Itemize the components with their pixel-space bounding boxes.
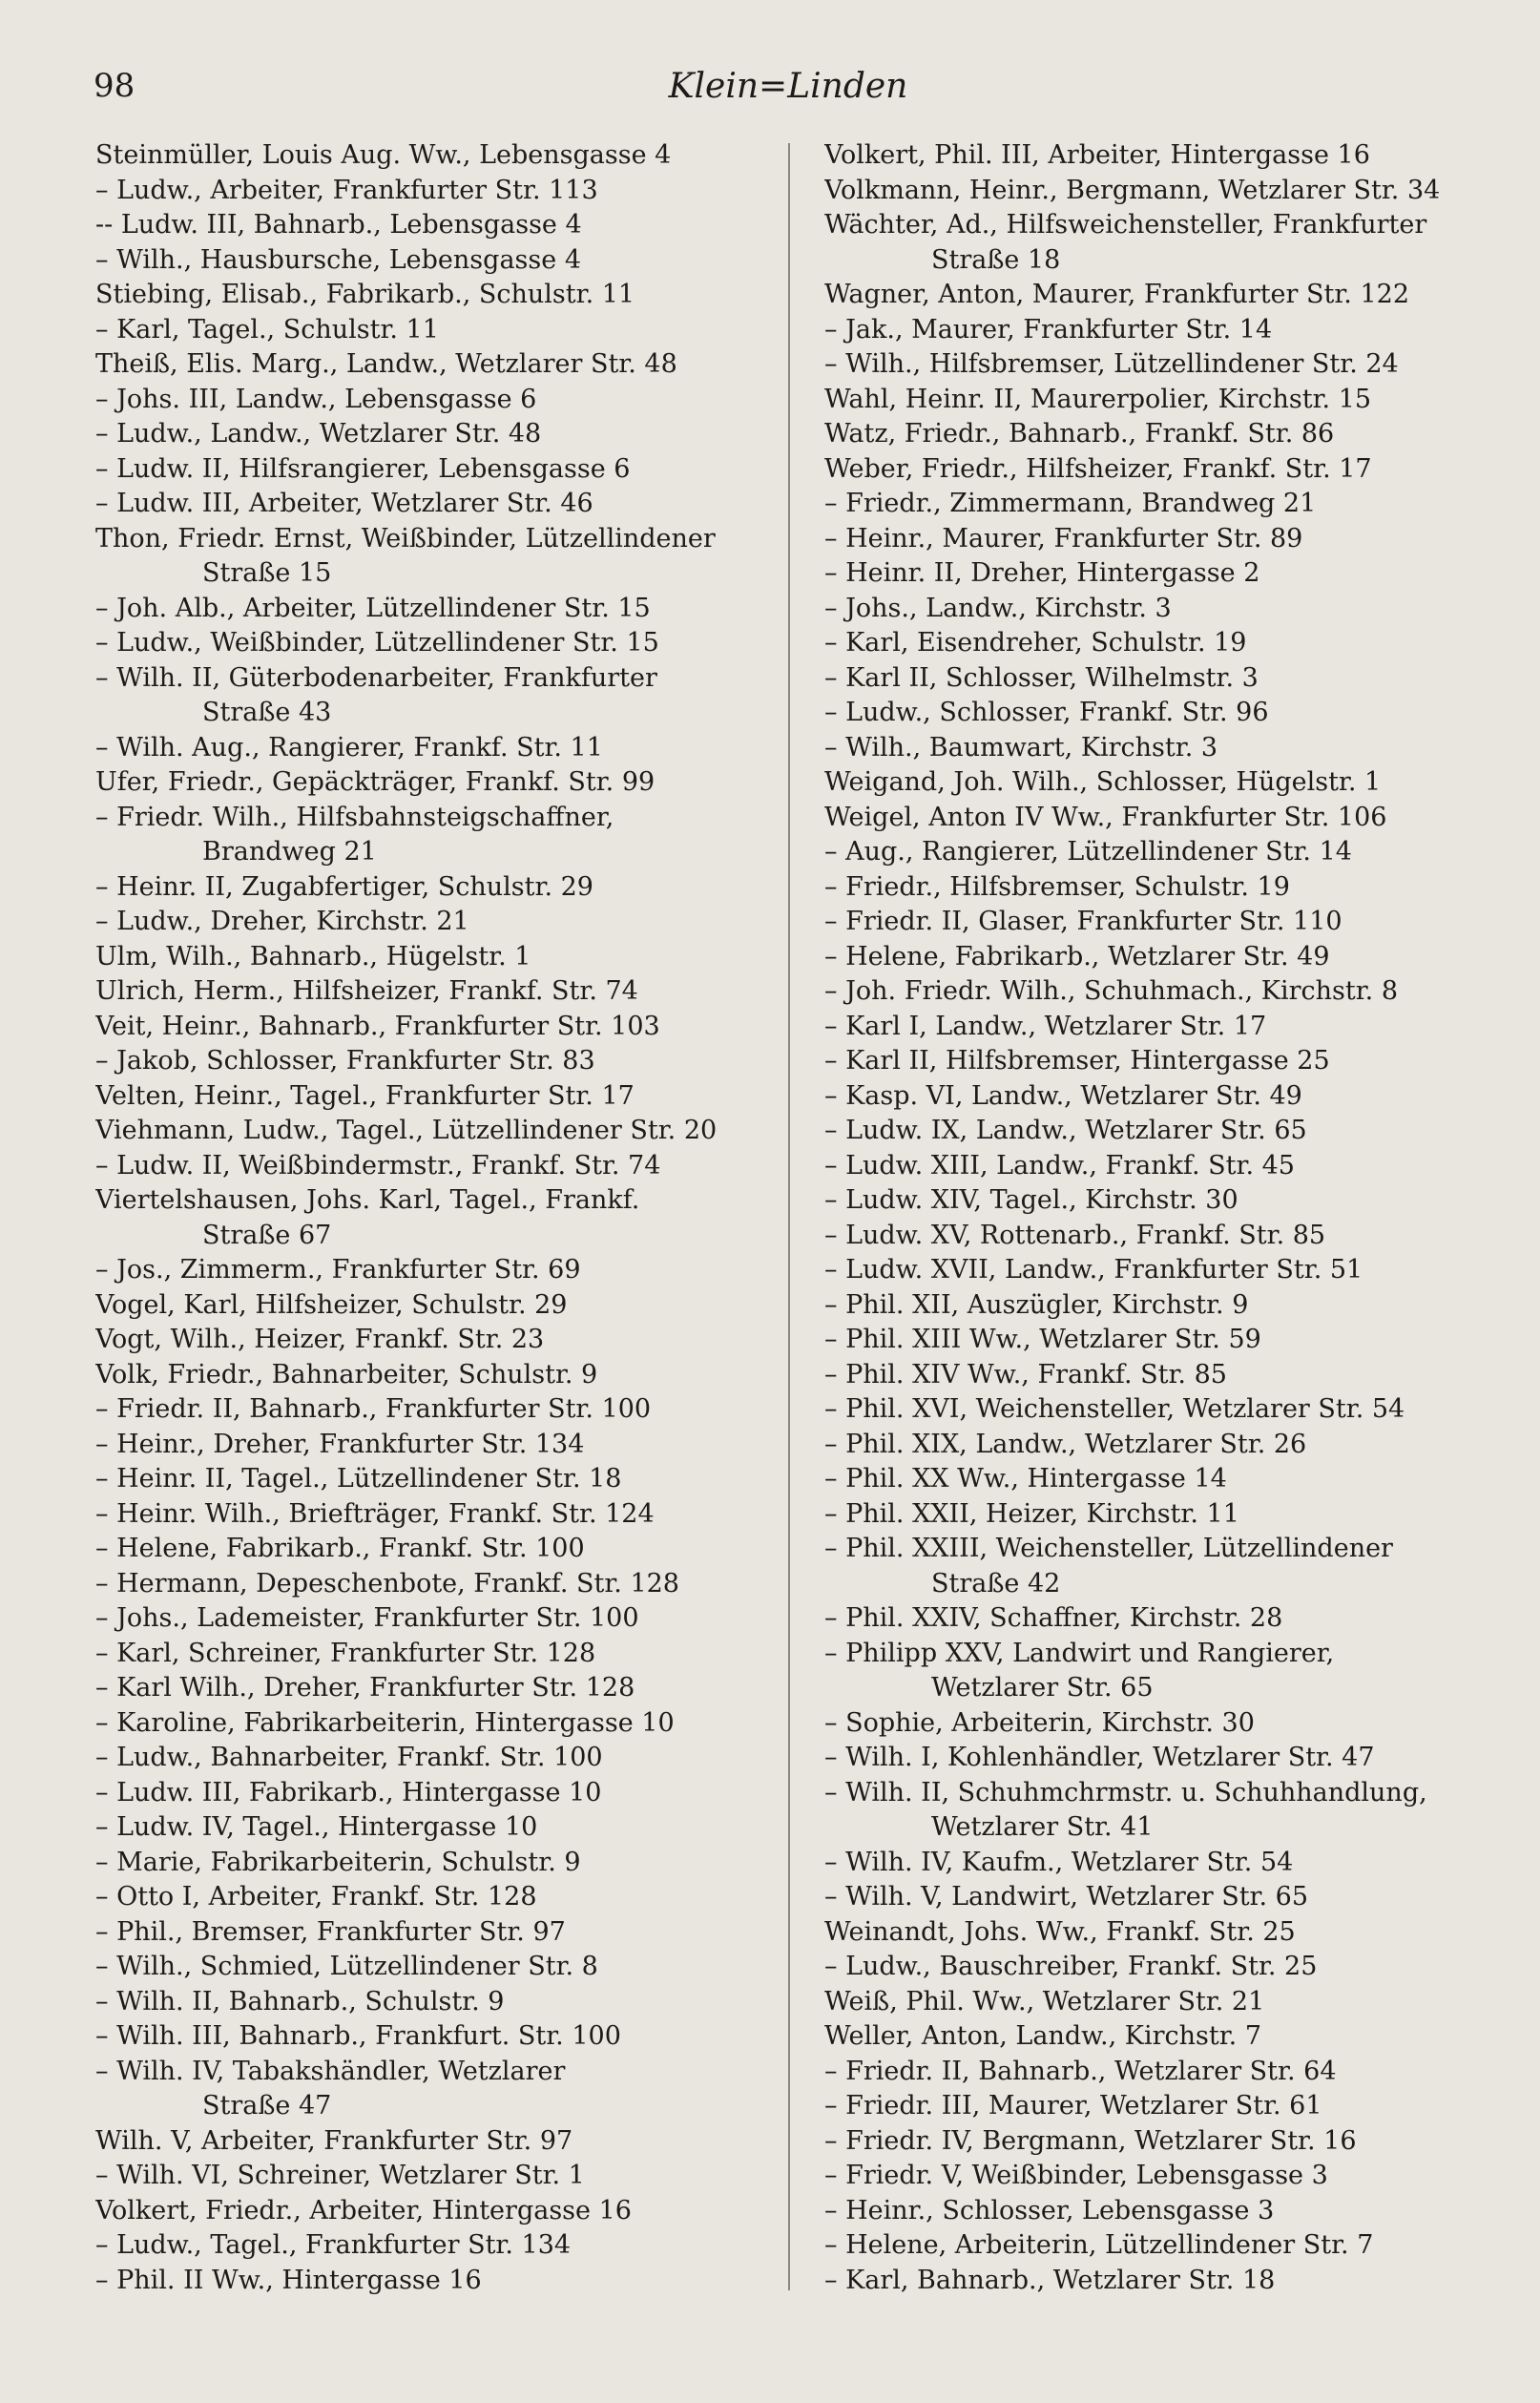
directory-entry: Weigand, Joh. Wilh., Schlosser, Hügelstr. 1	[824, 767, 1382, 797]
directory-entry: Weiß, Phil. Ww., Wetzlarer Str. 21	[824, 1986, 1265, 2016]
directory-entry: – Friedr., Zimmermann, Brandweg 21	[824, 489, 1317, 518]
directory-entry: Weller, Anton, Landw., Kirchstr. 7	[824, 2021, 1261, 2051]
directory-entry: Straße 42	[931, 1568, 1061, 1599]
directory-entry: Theiß, Elis. Marg., Landw., Wetzlarer Str. 48	[95, 349, 677, 379]
directory-entry: -- Ludw. III, Bahnarb., Lebensgasse 4	[95, 210, 582, 240]
directory-entry: – Friedr. III, Maurer, Wetzlarer Str. 61	[824, 2091, 1322, 2121]
directory-entry: – Wilh. Aug., Rangierer, Frankf. Str. 11	[95, 732, 603, 763]
directory-entry: Steinmüller, Louis Aug. Ww., Lebensgasse 4	[95, 140, 672, 170]
directory-entry: Veit, Heinr., Bahnarb., Frankfurter Str. 103	[95, 1011, 660, 1041]
directory-entry: – Wilh., Hausbursche, Lebensgasse 4	[95, 244, 581, 275]
directory-entry: – Joh. Alb., Arbeiter, Lützellindener Str. 15	[95, 593, 651, 623]
directory-entry: – Ludw., Arbeiter, Frankfurter Str. 113	[95, 175, 598, 205]
directory-entry: – Johs., Lademeister, Frankfurter Str. 100	[95, 1603, 639, 1633]
directory-entry: – Phil. XX Ww., Hintergasse 14	[824, 1464, 1227, 1494]
directory-entry: – Phil. XXII, Heizer, Kirchstr. 11	[824, 1498, 1239, 1529]
directory-entry: – Jakob, Schlosser, Frankfurter Str. 83	[95, 1046, 595, 1076]
right-column	[824, 138, 1526, 2298]
directory-entry: – Kasp. VI, Landw., Wetzlarer Str. 49	[824, 1080, 1302, 1111]
directory-entry: – Johs., Landw., Kirchstr. 3	[824, 593, 1172, 623]
directory-entry: – Jos., Zimmerm., Frankfurter Str. 69	[95, 1255, 581, 1285]
directory-entry: Ufer, Friedr., Gepäckträger, Frankf. Str. 99	[95, 767, 656, 797]
directory-entry: Wagner, Anton, Maurer, Frankfurter Str. 122	[824, 280, 1410, 309]
directory-entry: – Marie, Fabrikarbeiterin, Schulstr. 9	[95, 1847, 581, 1877]
directory-entry: – Phil. XVI, Weichensteller, Wetzlarer Str. 54	[824, 1394, 1405, 1424]
directory-entry: – Karl I, Landw., Wetzlarer Str. 17	[824, 1011, 1267, 1041]
directory-entry: – Phil. XIX, Landw., Wetzlarer Str. 26	[824, 1429, 1307, 1459]
directory-entry: – Ludw., Bauschreiber, Frankf. Str. 25	[824, 1952, 1318, 1981]
directory-entry: – Hermann, Depeschenbote, Frankf. Str. 128	[95, 1568, 679, 1599]
directory-entry: Straße 67	[202, 1220, 332, 1250]
directory-entry: Straße 18	[931, 244, 1061, 275]
directory-entry: – Otto I, Arbeiter, Frankf. Str. 128	[95, 1882, 537, 1912]
directory-entry: – Ludw., Landw., Wetzlarer Str. 48	[95, 419, 542, 449]
directory-entry: – Karl, Tagel., Schulstr. 11	[95, 314, 439, 345]
directory-entry: Thon, Friedr. Ernst, Weißbinder, Lützellindener	[95, 523, 716, 554]
left-column	[95, 138, 797, 2298]
directory-entry: Weinandt, Johs. Ww., Frankf. Str. 25	[824, 1916, 1296, 1947]
directory-entry: – Helene, Fabrikarb., Frankf. Str. 100	[95, 1534, 585, 1563]
directory-entry: – Wilh. III, Bahnarb., Frankfurt. Str. 100	[95, 2021, 621, 2051]
directory-entry: – Friedr. V, Weißbinder, Lebensgasse 3	[824, 2161, 1328, 2190]
directory-entry: – Karl, Schreiner, Frankfurter Str. 128	[95, 1638, 596, 1668]
directory-entry: Straße 47	[202, 2091, 332, 2121]
directory-entry: – Ludw. II, Hilfsrangierer, Lebensgasse 6	[95, 453, 631, 484]
directory-entry: – Sophie, Arbeiterin, Kirchstr. 30	[824, 1707, 1255, 1738]
directory-entry: – Wilh., Baumwart, Kirchstr. 3	[824, 732, 1218, 763]
directory-entry: – Wilh. VI, Schreiner, Wetzlarer Str. 1	[95, 2161, 585, 2190]
directory-entry: – Ludw. III, Arbeiter, Wetzlarer Str. 46	[95, 489, 593, 518]
directory-entry: – Phil. XXIII, Weichensteller, Lützellindener	[824, 1534, 1393, 1563]
directory-entry: – Heinr., Maurer, Frankfurter Str. 89	[824, 523, 1303, 554]
directory-entry: – Joh. Friedr. Wilh., Schuhmach., Kirchstr. 8	[824, 976, 1399, 1006]
directory-entry: Straße 15	[202, 558, 332, 588]
directory-entry: Vogt, Wilh., Heizer, Frankf. Str. 23	[95, 1325, 545, 1354]
directory-entry: – Heinr. II, Tagel., Lützellindener Str. 18	[95, 1464, 622, 1494]
directory-entry: – Ludw., Schlosser, Frankf. Str. 96	[824, 698, 1269, 727]
directory-entry: Stiebing, Elisab., Fabrikarb., Schulstr. 11	[95, 280, 635, 309]
directory-entry: – Wilh. II, Güterbodenarbeiter, Frankfurter	[95, 662, 657, 693]
directory-entry: Weber, Friedr., Hilfsheizer, Frankf. Str. 17	[824, 453, 1372, 484]
directory-entry: – Karl, Bahnarb., Wetzlarer Str. 18	[824, 2265, 1276, 2295]
directory-entry: – Wilh. IV, Kaufm., Wetzlarer Str. 54	[824, 1847, 1294, 1877]
directory-entry: – Ludw. XIV, Tagel., Kirchstr. 30	[824, 1185, 1238, 1215]
directory-entry: – Wilh. II, Schuhmchrmstr. u. Schuhhandlung,	[824, 1777, 1427, 1807]
directory-entry: Ulm, Wilh., Bahnarb., Hügelstr. 1	[95, 941, 531, 972]
directory-entry: – Friedr. IV, Bergmann, Wetzlarer Str. 16	[824, 2125, 1357, 2156]
directory-entry: Volk, Friedr., Bahnarbeiter, Schulstr. 9	[95, 1359, 598, 1390]
directory-entry: Volkmann, Heinr., Bergmann, Wetzlarer Str. 34	[824, 175, 1441, 205]
directory-entry: – Ludw. IX, Landw., Wetzlarer Str. 65	[824, 1116, 1307, 1145]
directory-entry: – Ludw. XIII, Landw., Frankf. Str. 45	[824, 1150, 1295, 1181]
directory-entry: Ulrich, Herm., Hilfsheizer, Frankf. Str. 74	[95, 976, 638, 1006]
directory-entry: – Friedr. II, Bahnarb., Wetzlarer Str. 64	[824, 2056, 1337, 2086]
directory-entry: – Helene, Fabrikarb., Wetzlarer Str. 49	[824, 941, 1330, 972]
directory-entry: – Wilh. IV, Tabakshändler, Wetzlarer	[95, 2056, 566, 2086]
directory-entry: – Phil. XXIV, Schaffner, Kirchstr. 28	[824, 1603, 1283, 1633]
directory-entry: – Friedr. Wilh., Hilfsbahnsteigschaffner,	[95, 802, 614, 832]
directory-entry: Viertelshausen, Johs. Karl, Tagel., Frankf.	[95, 1185, 640, 1215]
directory-entry: – Phil., Bremser, Frankfurter Str. 97	[95, 1916, 566, 1947]
directory-entry: – Heinr. Wilh., Briefträger, Frankf. Str. 124	[95, 1498, 655, 1529]
directory-entry: Volkert, Friedr., Arbeiter, Hintergasse 16	[95, 2195, 632, 2225]
directory-entry: Velten, Heinr., Tagel., Frankfurter Str. 17	[95, 1080, 635, 1111]
directory-entry: – Heinr., Schlosser, Lebensgasse 3	[824, 2195, 1275, 2225]
directory-entry: Watz, Friedr., Bahnarb., Frankf. Str. 86	[824, 419, 1335, 449]
directory-entry: – Karl Wilh., Dreher, Frankfurter Str. 128	[95, 1673, 635, 1703]
directory-entry: – Heinr. II, Dreher, Hintergasse 2	[824, 558, 1260, 588]
page-title: Klein=Linden	[668, 67, 908, 106]
directory-entry: – Ludw., Bahnarbeiter, Frankf. Str. 100	[95, 1743, 603, 1772]
directory-entry: – Ludw. XV, Rottenarb., Frankf. Str. 85	[824, 1220, 1326, 1250]
directory-entry: Wahl, Heinr. II, Maurerpolier, Kirchstr. 15	[824, 384, 1372, 414]
directory-entry: – Karl II, Hilfsbremser, Hintergasse 25	[824, 1046, 1330, 1076]
directory-entry: – Helene, Arbeiterin, Lützellindener Str. 7	[824, 2230, 1374, 2260]
directory-entry: – Ludw. XVII, Landw., Frankfurter Str. 51	[824, 1255, 1363, 1285]
directory-entry: – Jak., Maurer, Frankfurter Str. 14	[824, 314, 1273, 345]
directory-entry: – Wilh. V, Landwirt, Wetzlarer Str. 65	[824, 1882, 1309, 1912]
directory-entry: – Heinr., Dreher, Frankfurter Str. 134	[95, 1429, 585, 1459]
directory-entry: Wächter, Ad., Hilfsweichensteller, Frankfurter	[824, 210, 1427, 240]
directory-entry: – Wilh. I, Kohlenhändler, Wetzlarer Str. 47	[824, 1743, 1375, 1772]
directory-entry: – Friedr. II, Bahnarb., Frankfurter Str. 100	[95, 1394, 652, 1424]
directory-entry: – Wilh., Schmied, Lützellindener Str. 8	[95, 1952, 598, 1981]
directory-entry: – Phil. II Ww., Hintergasse 16	[95, 2265, 482, 2295]
directory-entry: – Karl, Eisendreher, Schulstr. 19	[824, 628, 1247, 658]
directory-entry: – Karoline, Fabrikarbeiterin, Hintergasse 10	[95, 1707, 675, 1738]
directory-entry: – Philipp XXV, Landwirt und Rangierer,	[824, 1638, 1335, 1668]
directory-entry: – Heinr. II, Zugabfertiger, Schulstr. 29	[95, 871, 593, 902]
directory-entry: Viehmann, Ludw., Tagel., Lützellindener Str. 20	[95, 1116, 718, 1145]
directory-entry: – Karl II, Schlosser, Wilhelmstr. 3	[824, 662, 1259, 693]
directory-entry: Straße 43	[202, 698, 332, 727]
directory-entry: Wetzlarer Str. 41	[931, 1812, 1154, 1842]
directory-entry: – Friedr., Hilfsbremser, Schulstr. 19	[824, 871, 1290, 902]
directory-entry: Vogel, Karl, Hilfsheizer, Schulstr. 29	[95, 1289, 568, 1320]
directory-entry: – Phil. XIII Ww., Wetzlarer Str. 59	[824, 1325, 1261, 1354]
directory-entry: Brandweg 21	[202, 837, 377, 867]
directory-entry: – Phil. XIV Ww., Frankf. Str. 85	[824, 1359, 1227, 1390]
directory-entry: – Ludw. IV, Tagel., Hintergasse 10	[95, 1812, 538, 1842]
directory-entry: – Ludw. II, Weißbindermstr., Frankf. Str. 74	[95, 1150, 661, 1181]
directory-entry: – Friedr. II, Glaser, Frankfurter Str. 110	[824, 907, 1342, 936]
directory-entry: – Phil. XII, Auszügler, Kirchstr. 9	[824, 1289, 1249, 1320]
directory-entry: – Johs. III, Landw., Lebensgasse 6	[95, 384, 537, 414]
directory-entry: – Ludw., Weißbinder, Lützellindener Str. 15	[95, 628, 659, 658]
page-header	[94, 67, 1483, 124]
page-number: 98	[94, 67, 135, 105]
directory-entry: – Aug., Rangierer, Lützellindener Str. 14	[824, 837, 1352, 867]
directory-entry: – Ludw. III, Fabrikarb., Hintergasse 10	[95, 1777, 602, 1807]
directory-entry: – Wilh. II, Bahnarb., Schulstr. 9	[95, 1986, 505, 2016]
directory-entry: – Ludw., Dreher, Kirchstr. 21	[95, 907, 469, 936]
directory-entry: – Wilh., Hilfsbremser, Lützellindener Str. 24	[824, 349, 1399, 379]
directory-entry: Wilh. V, Arbeiter, Frankfurter Str. 97	[95, 2125, 573, 2156]
directory-entry: Weigel, Anton IV Ww., Frankfurter Str. 106	[824, 802, 1387, 832]
directory-entry: Volkert, Phil. III, Arbeiter, Hintergasse 16	[824, 140, 1370, 170]
directory-entry: – Ludw., Tagel., Frankfurter Str. 134	[95, 2230, 572, 2260]
directory-entry: Wetzlarer Str. 65	[931, 1673, 1154, 1703]
